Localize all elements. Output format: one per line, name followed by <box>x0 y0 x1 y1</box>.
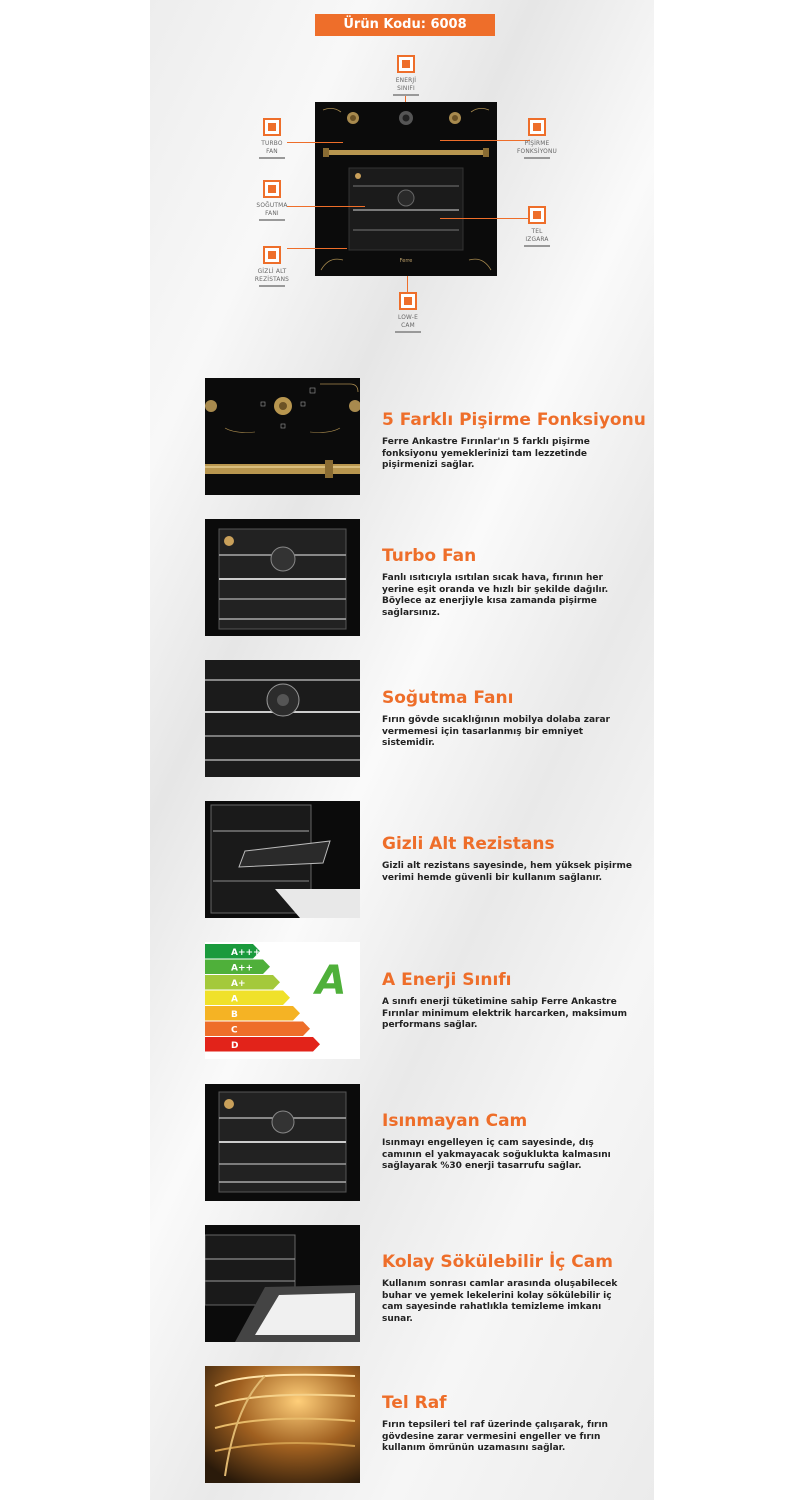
callout-label: GİZLİ ALT <box>257 267 287 275</box>
feature-description: Gizli alt rezistans sayesinde, hem yüksek pişirme verimi hemde güvenli bir kullanım sağlanır. <box>382 861 632 883</box>
callout-rack <box>512 206 562 247</box>
callout-turbo <box>247 118 297 159</box>
callout-underline <box>259 219 285 221</box>
energy-class-label: C <box>231 1025 238 1036</box>
callout-label: IZGARA <box>525 235 549 243</box>
callout-label: FAN <box>266 147 278 155</box>
energy-bar <box>205 1022 310 1037</box>
feature-title: Isınmayan Cam <box>382 1111 528 1131</box>
feature-title: A Enerji Sınıfı <box>382 970 512 990</box>
callout-line <box>287 206 365 207</box>
feature-image-oven-interior <box>205 519 360 636</box>
energy-class-label: A+ <box>231 979 246 989</box>
feature-description: Isınmayı engelleyen iç cam sayesinde, dış camının el yakmayacak soğuklukta kalmasını sağlayarak %30 enerji tasarrufu sağlar. <box>382 1138 611 1171</box>
callout-label: SINIFI <box>397 84 415 92</box>
feature-description: Fanlı ısıtıcıyla ısıtılan sıcak hava, fırının her yerine eşit oranda ve hızlı bir şekilde dağılır. Böylece az enerjiyle kısa zamanda pişirme sağlarsınız. <box>382 573 609 618</box>
feature-image-wire-shelf <box>205 1366 360 1483</box>
callout-line <box>407 276 408 292</box>
callout-label: CAM <box>401 321 415 329</box>
callout-cooling <box>247 180 297 221</box>
feature-title: Soğutma Fanı <box>382 688 514 708</box>
energy-class-label: A++ <box>231 963 254 974</box>
low-e-glass-icon <box>399 292 417 310</box>
energy-a-badge: A <box>315 958 347 1004</box>
cooking-function-icon <box>528 118 546 136</box>
feature-title: Gizli Alt Rezistans <box>382 834 555 854</box>
energy-class-label: D <box>231 1041 239 1051</box>
energy-bar <box>205 1006 300 1021</box>
energy-class-icon <box>397 55 415 73</box>
feature-title: Kolay Sökülebilir İç Cam <box>382 1252 613 1272</box>
callout-hidden <box>247 246 297 287</box>
oven-brand-logo: Ferre <box>399 258 413 264</box>
feature-description: Ferre Ankastre Fırınlar'ın 5 farklı pişirme fonksiyonu yemeklerinizi tam lezzetinde pişirmenizi sağlar. <box>382 437 590 470</box>
callout-label: LOW-E <box>398 313 418 321</box>
callout-energy <box>381 55 431 96</box>
feature-title: 5 Farklı Pişirme Fonksiyonu <box>382 410 646 430</box>
energy-bar <box>205 991 290 1006</box>
feature-image-oven-glass <box>205 1084 360 1201</box>
energy-bar <box>205 1037 320 1052</box>
callout-label: FONKSİYONU <box>516 147 558 155</box>
feature-description: A sınıfı enerji tüketimine sahip Ferre Ankastre Fırınlar minimum elektrik harcarken, maksimum performans sağlar. <box>382 997 627 1030</box>
feature-description: Kullanım sonrası camlar arasında oluşabilecek buhar ve yemek lekelerini kolay sökülebilir iç cam sayesinde rahatlıkla temizleme imkanı sunar. <box>382 1279 618 1324</box>
callout-label: PİŞİRME <box>524 139 550 147</box>
energy-class-label: A <box>231 994 238 1005</box>
feature-title: Turbo Fan <box>382 546 477 566</box>
feature-image-oven-open <box>205 801 360 918</box>
callout-label: REZİSTANS <box>254 275 290 283</box>
callout-underline <box>524 157 550 159</box>
callout-underline <box>395 331 421 333</box>
feature-title: Tel Raf <box>382 1393 447 1413</box>
callout-line <box>405 96 406 102</box>
energy-class-label: A+++ <box>231 948 261 958</box>
callout-functions <box>512 118 562 159</box>
callout-label: FANI <box>265 209 279 217</box>
callout-label: ENERJİ <box>395 76 417 84</box>
feature-image-control-panel <box>205 378 360 495</box>
turbo-fan-icon <box>263 118 281 136</box>
callout-lowe <box>383 292 433 333</box>
callout-underline <box>524 245 550 247</box>
feature-image-oven-door <box>205 1225 360 1342</box>
hidden-element-icon <box>263 246 281 264</box>
feature-description: Fırın tepsileri tel raf üzerinde çalışarak, fırın gövdesine zarar vermesini engeller ve fırın kullanım ömrünün uzamasını sağlar. <box>382 1420 608 1453</box>
callout-underline <box>259 285 285 287</box>
wire-rack-icon <box>528 206 546 224</box>
oven-hero-image <box>315 102 497 276</box>
feature-image-energy-label <box>205 942 360 1059</box>
energy-class-label: B <box>231 1010 238 1020</box>
cooling-fan-icon <box>263 180 281 198</box>
callout-underline <box>259 157 285 159</box>
feature-description: Fırın gövde sıcaklığının mobilya dolaba zarar vermemesi için tasarlanmış bir emniyet sistemidir. <box>382 715 610 748</box>
callout-underline <box>393 94 419 96</box>
feature-image-oven-fan <box>205 660 360 777</box>
callout-label: SOĞUTMA <box>256 201 288 209</box>
product-code-banner: Ürün Kodu: 6008 <box>315 14 495 36</box>
callout-label: TEL <box>531 227 543 235</box>
callout-label: TURBO <box>261 139 283 147</box>
